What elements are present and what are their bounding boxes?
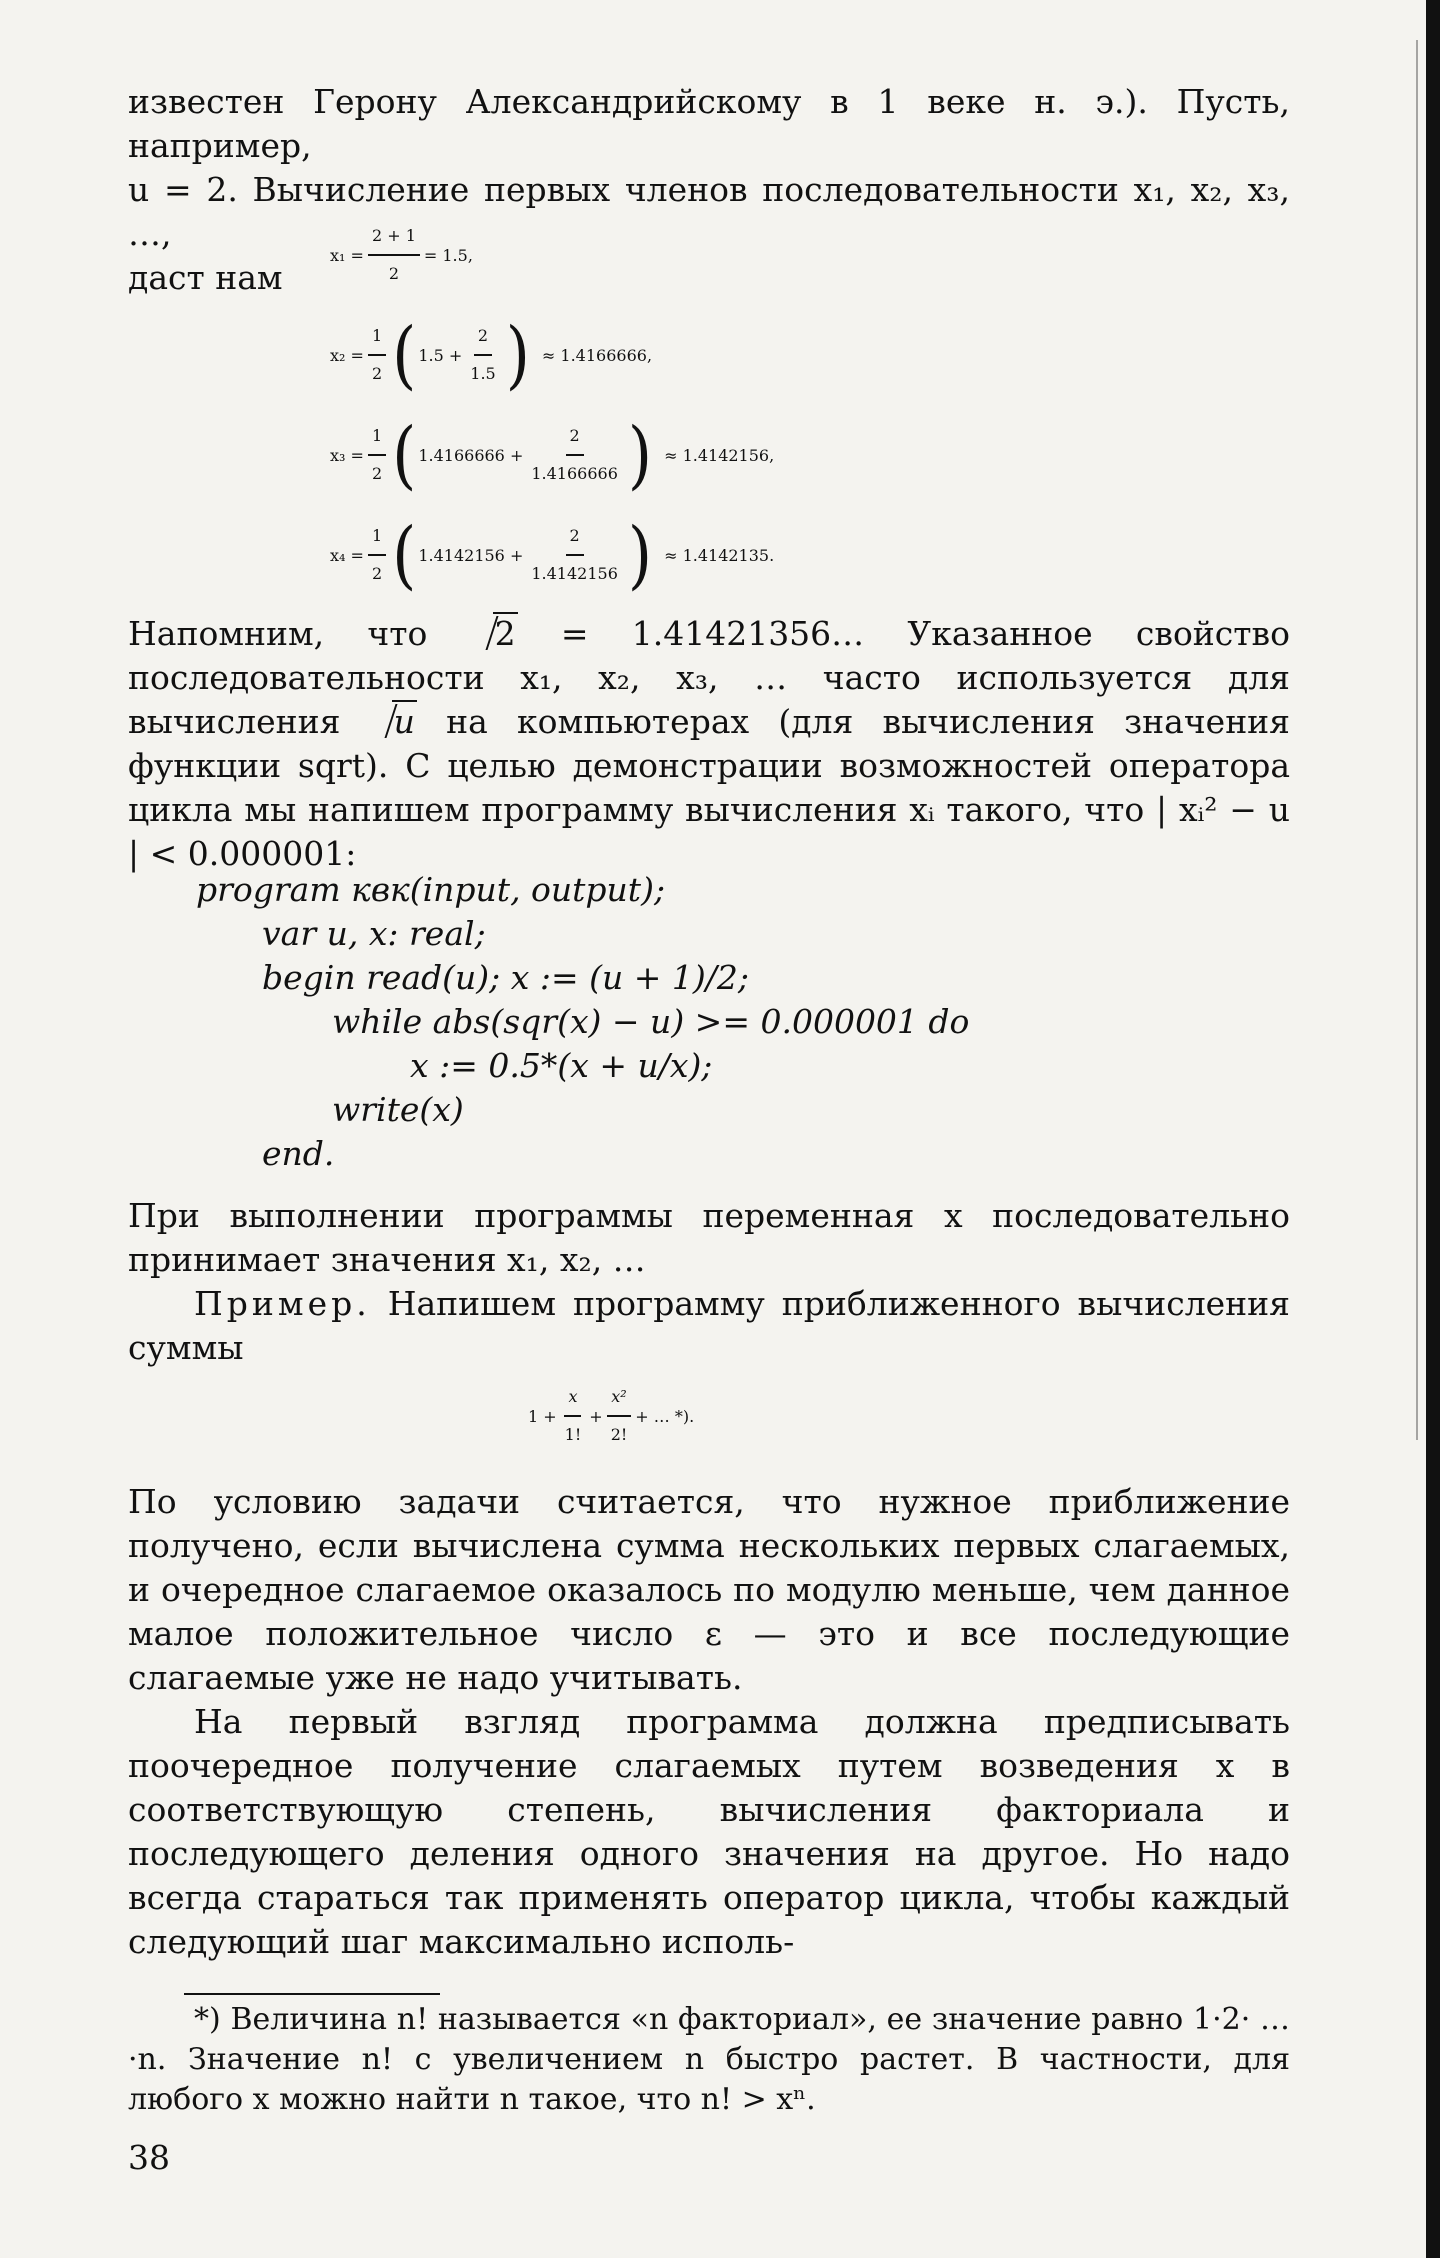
eq-lhs: x₄ = bbox=[330, 545, 364, 565]
eq-lhs: x₂ = bbox=[330, 345, 364, 365]
sqrt-symbol bbox=[471, 612, 518, 656]
series-plus: + bbox=[589, 1406, 603, 1426]
fraction-numerator: 2 bbox=[566, 418, 584, 456]
equation-x1 bbox=[330, 215, 473, 295]
fraction-numerator: 2 + 1 bbox=[368, 218, 420, 256]
eq-lhs: x₃ = bbox=[330, 445, 364, 465]
series-one: 1 + bbox=[528, 1406, 557, 1426]
series-formula bbox=[528, 1376, 694, 1456]
coef-denominator: 2 bbox=[371, 464, 383, 483]
intro-line-1: известен Герону Александрийскому в 1 веке н. э.). Пусть, например, bbox=[128, 82, 1290, 165]
intro-line-3: даст нам bbox=[128, 258, 283, 297]
fraction-denominator: 2 bbox=[388, 264, 399, 283]
term-numerator: x bbox=[564, 1379, 581, 1417]
coefficient-fraction bbox=[368, 418, 386, 492]
eq-term: 1.4166666 + bbox=[418, 445, 524, 465]
page-number: 38 bbox=[128, 2138, 170, 2177]
footnote-rule bbox=[184, 1993, 440, 1995]
right-paren: ) bbox=[505, 310, 530, 399]
coef-numerator: 1 bbox=[368, 418, 386, 456]
paragraph-example bbox=[128, 1282, 1290, 1370]
paragraph-execution bbox=[128, 1194, 1290, 1282]
paragraph-sqrt bbox=[128, 612, 1290, 876]
para3-text: При выполнении программы переменная x последовательно принимает значения x₁, x₂, … bbox=[128, 1196, 1290, 1279]
sqrt-radicand: 2 bbox=[494, 614, 516, 653]
left-paren: ( bbox=[392, 510, 417, 599]
eq-rhs: ≈ 1.4166666, bbox=[541, 345, 653, 365]
intro-paragraph bbox=[128, 80, 1290, 300]
eq-term: 1.5 + bbox=[418, 345, 463, 365]
fraction-numerator: 2 bbox=[474, 318, 492, 356]
code-line: end. bbox=[262, 1134, 335, 1173]
coef-denominator: 2 bbox=[371, 364, 383, 383]
fraction bbox=[527, 418, 622, 492]
footnote bbox=[128, 2000, 1290, 2120]
term-denominator: 1! bbox=[564, 1425, 582, 1444]
fraction bbox=[368, 218, 420, 292]
code-line: write(x) bbox=[332, 1090, 464, 1129]
sqrt-radicand: u bbox=[393, 702, 415, 741]
eq-rhs: = 1.5, bbox=[423, 245, 473, 265]
para5-text: По условию задачи считается, что нужное приближение получено, если вычислена сумма нескольких первых слагаемых, и очередное слагаемое оказалось по модулю меньше, чем данное малое положительное число ε — это и все последующие слагаемые уже не надо учитывать. bbox=[128, 1482, 1290, 1697]
coef-numerator: 1 bbox=[368, 318, 386, 356]
page-fold-line bbox=[1416, 40, 1418, 1440]
equation-x2 bbox=[330, 310, 653, 399]
code-line: program квк(input, output); bbox=[196, 870, 666, 909]
coefficient-fraction bbox=[368, 518, 386, 592]
paragraph-condition bbox=[128, 1480, 1290, 1700]
eq-rhs: ≈ 1.4142135. bbox=[664, 545, 775, 565]
right-paren: ) bbox=[627, 410, 653, 499]
coef-denominator: 2 bbox=[371, 564, 383, 583]
fraction-numerator: 2 bbox=[566, 518, 584, 556]
equation-x4 bbox=[330, 510, 775, 599]
example-text: Напишем программу приближенного вычисления суммы bbox=[128, 1284, 1290, 1367]
series-term-2 bbox=[607, 1379, 632, 1453]
equation-x3 bbox=[330, 410, 775, 499]
code-line: var u, x: real; bbox=[262, 914, 486, 953]
left-paren: ( bbox=[392, 410, 417, 499]
coefficient-fraction bbox=[368, 318, 386, 392]
fraction bbox=[466, 318, 499, 392]
pascal-code-listing bbox=[196, 868, 969, 1176]
code-line: x := 0.5*(x + u/x); bbox=[410, 1046, 713, 1085]
term-numerator: x² bbox=[607, 1379, 630, 1417]
eq-rhs: ≈ 1.4142156, bbox=[664, 445, 775, 465]
example-label: Пример. bbox=[194, 1284, 371, 1323]
book-spine-edge bbox=[1426, 0, 1440, 2258]
code-line: while abs(sqr(x) − u) >= 0.000001 do bbox=[332, 1002, 970, 1041]
paragraph-approach bbox=[128, 1700, 1290, 1964]
left-paren: ( bbox=[392, 310, 417, 399]
eq-lhs: x₁ = bbox=[330, 245, 364, 265]
coef-numerator: 1 bbox=[368, 518, 386, 556]
intro-line-2: u = 2. Вычисление первых членов последовательности x₁, x₂, x₃, …, bbox=[128, 170, 1290, 253]
fraction bbox=[527, 518, 622, 592]
sqrt-symbol bbox=[370, 700, 417, 744]
eq-term: 1.4142156 + bbox=[418, 545, 524, 565]
fraction-denominator: 1.4142156 bbox=[531, 564, 618, 583]
fraction-denominator: 1.4166666 bbox=[531, 464, 618, 483]
para2-text-a: Напомним, что bbox=[128, 614, 428, 653]
right-paren: ) bbox=[627, 510, 653, 599]
para6-text: На первый взгляд программа должна предписывать поочередное получение слагаемых путем возведения x в соответствующую степень, вычисления факториала и последующего деления одного значения на другое. Но надо всегда стараться так применять оператор цикла, чтобы каждый следующий шаг максимально исполь- bbox=[128, 1702, 1290, 1961]
para2-text-b: = 1.41421356… Указанное свойство последовательности x₁, x₂, x₃, … часто используется для вычисления bbox=[128, 614, 1290, 741]
fraction-denominator: 1.5 bbox=[470, 364, 496, 383]
term-denominator: 2! bbox=[610, 1425, 628, 1444]
code-line: begin read(u); x := (u + 1)/2; bbox=[262, 958, 750, 997]
series-tail: + … *). bbox=[635, 1406, 695, 1426]
footnote-text: *) Величина n! называется «n факториал», ее значение равно 1·2· … ·n. Значение n! с увеличением n быстро растет. В частности, для любого x можно найти n такое, что n! > xⁿ. bbox=[128, 2002, 1290, 2117]
para2-text-c: на компьютерах (для вычисления значения функции sqrt). С целью демонстрации возможностей оператора цикла мы напишем программу вычисления xᵢ такого, что | xᵢ² − u | < 0.000001: bbox=[128, 702, 1290, 873]
series-term-1 bbox=[561, 1379, 586, 1453]
